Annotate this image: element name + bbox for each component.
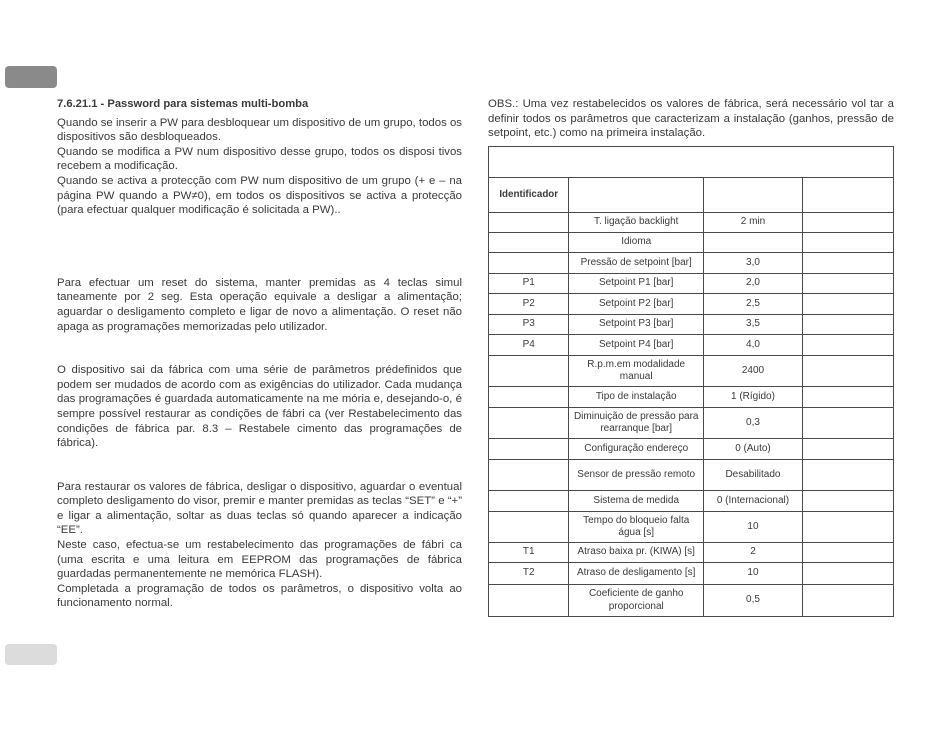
- left-column: [57, 97, 462, 611]
- header-cell: [569, 178, 704, 213]
- value-cell: Desabilitado: [704, 460, 803, 491]
- table-row: [489, 335, 894, 356]
- value-cell: 4,0: [704, 335, 803, 356]
- blank-cell: [802, 213, 893, 233]
- description-cell: Setpoint P4 [bar]: [569, 335, 704, 356]
- blank-cell: [802, 543, 893, 563]
- table-row: [489, 512, 894, 543]
- table-row: [489, 253, 894, 274]
- value-cell: 0,5: [704, 585, 803, 617]
- value-cell: 1 (Rígido): [704, 387, 803, 408]
- blank-cell: [802, 460, 893, 491]
- value-cell: 2: [704, 543, 803, 563]
- blank-cell: [802, 585, 893, 617]
- paragraph: Neste caso, efectua-se um restabelecimento das programações de fábri ca (uma escrita e uma leitura em EEPROM das programações de fábrica guardadas permanentemente ne memórica FLASH).: [57, 539, 462, 581]
- description-cell: Atraso de desligamento [s]: [569, 563, 704, 585]
- identifier-cell: [489, 585, 569, 617]
- paragraph: Quando se inserir a PW para desbloquear um dispositivo de um grupo, todos os dispositivos são desbloqueados.: [57, 116, 462, 144]
- description-cell: Idioma: [569, 233, 704, 253]
- blank-cell: [802, 439, 893, 460]
- blank-cell: [802, 512, 893, 543]
- description-cell: Sensor de pressão remoto: [569, 460, 704, 491]
- blank-cell: [802, 335, 893, 356]
- header-identifier: Identificador: [489, 178, 569, 213]
- identifier-cell: T2: [489, 563, 569, 585]
- table-row: [489, 585, 894, 617]
- identifier-cell: [489, 387, 569, 408]
- value-cell: 2 min: [704, 213, 803, 233]
- blank-cell: [802, 253, 893, 274]
- description-cell: Configuração endereço: [569, 439, 704, 460]
- table-title-row: [489, 147, 894, 178]
- paragraph: Quando se activa a protecção com PW num dispositivo de um grupo (+ e – na página PW quando a PW≠0), em todos os dispositivos se activa a protecção (para efectuar qualquer modificação é solicitada a PW)..: [57, 174, 462, 217]
- description-cell: Tipo de instalação: [569, 387, 704, 408]
- identifier-cell: [489, 460, 569, 491]
- description-cell: Diminuição de pressão para rearranque [bar]: [569, 408, 704, 439]
- identifier-cell: P2: [489, 294, 569, 315]
- value-cell: 2400: [704, 356, 803, 387]
- identifier-cell: T1: [489, 543, 569, 563]
- table-row: [489, 387, 894, 408]
- description-cell: Atraso baixa pr. (KIWA) [s]: [569, 543, 704, 563]
- header-cell: [704, 178, 803, 213]
- table-row: [489, 543, 894, 563]
- table-row: [489, 356, 894, 387]
- identifier-cell: P1: [489, 274, 569, 294]
- value-cell: 2,0: [704, 274, 803, 294]
- paragraph: Para restaurar os valores de fábrica, desligar o dispositivo, aguardar o eventual completo desligamento do visor, premir e manter premidas as teclas “SET” e “+” e ligar a alimentação, soltar as duas teclas só quando aparecer a indicação “EE”.: [57, 480, 462, 537]
- table-row: [489, 460, 894, 491]
- page-tab-marker: [5, 66, 57, 88]
- value-cell: [704, 233, 803, 253]
- blank-cell: [802, 356, 893, 387]
- blank-cell: [802, 408, 893, 439]
- paragraph: O dispositivo sai da fábrica com uma série de parâmetros prédefinidos que podem ser mudados de acordo com as exigências do utilizador. Cada mudança das programações é guardada automaticamente na me mória e, desejando-o, é sempre possível restaurar as condições de fábri ca (ver Restabelecimento das condições de fábrica par. 8.3 – Restabele cimento das programações de fábrica).: [57, 364, 462, 450]
- table-row: [489, 408, 894, 439]
- description-cell: R.p.m.em modalidade manual: [569, 356, 704, 387]
- table-row: [489, 491, 894, 512]
- identifier-cell: [489, 233, 569, 253]
- identifier-cell: [489, 213, 569, 233]
- description-cell: Pressão de setpoint [bar]: [569, 253, 704, 274]
- identifier-cell: [489, 512, 569, 543]
- table-row: [489, 274, 894, 294]
- page-number-tab: [5, 644, 57, 665]
- value-cell: 0 (Internacional): [704, 491, 803, 512]
- identifier-cell: [489, 439, 569, 460]
- blank-cell: [802, 233, 893, 253]
- blank-cell: [802, 294, 893, 315]
- value-cell: 10: [704, 512, 803, 543]
- description-cell: Setpoint P3 [bar]: [569, 315, 704, 335]
- right-column: [488, 97, 894, 141]
- value-cell: 2,5: [704, 294, 803, 315]
- table-row: [489, 213, 894, 233]
- identifier-cell: [489, 253, 569, 274]
- table-title-cell: [489, 147, 894, 178]
- blank-cell: [802, 274, 893, 294]
- identifier-cell: P3: [489, 315, 569, 335]
- identifier-cell: [489, 491, 569, 512]
- blank-cell: [802, 387, 893, 408]
- description-cell: Sistema de medida: [569, 491, 704, 512]
- obs-note: OBS.: Uma vez restabelecidos os valores de fábrica, será necessário vol tar a definir todos os parâmetros que caracterizam a instalação (ganhos, pressão de setpoint, etc.) como na primeira instalação.: [488, 98, 894, 140]
- identifier-cell: [489, 356, 569, 387]
- paragraph: Completada a programação de todos os parâmetros, o dispositivo volta ao funcionamento normal.: [57, 582, 462, 610]
- header-cell: [802, 178, 893, 213]
- description-cell: Setpoint P2 [bar]: [569, 294, 704, 315]
- blank-cell: [802, 315, 893, 335]
- section-heading: 7.6.21.1 - Password para sistemas multi-bomba: [57, 98, 309, 110]
- description-cell: Tempo do bloqueio falta água [s]: [569, 512, 704, 543]
- factory-parameters-table: [488, 146, 894, 617]
- table-row: [489, 315, 894, 335]
- value-cell: 0,3: [704, 408, 803, 439]
- value-cell: 10: [704, 563, 803, 585]
- description-cell: Coeficiente de ganho proporcional: [569, 585, 704, 617]
- value-cell: 0 (Auto): [704, 439, 803, 460]
- table-row: [489, 233, 894, 253]
- description-cell: Setpoint P1 [bar]: [569, 274, 704, 294]
- value-cell: 3,5: [704, 315, 803, 335]
- table-header-row: [489, 178, 894, 213]
- paragraph: Quando se modifica a PW num dispositivo desse grupo, todos os disposi tivos recebem a modificação.: [57, 145, 462, 173]
- value-cell: 3,0: [704, 253, 803, 274]
- paragraph: Para efectuar um reset do sistema, manter premidas as 4 teclas simul taneamente por 2 seg. Esta operação equivale a desligar a alimentação; aguardar o desligamento completo e ligar de novo a alimentação. O reset não apaga as programações memorizadas pelo utilizador.: [57, 276, 462, 333]
- identifier-cell: [489, 408, 569, 439]
- blank-cell: [802, 491, 893, 512]
- identifier-cell: P4: [489, 335, 569, 356]
- table-row: [489, 294, 894, 315]
- table-row: [489, 439, 894, 460]
- description-cell: T. ligação backlight: [569, 213, 704, 233]
- table-row: [489, 563, 894, 585]
- blank-cell: [802, 563, 893, 585]
